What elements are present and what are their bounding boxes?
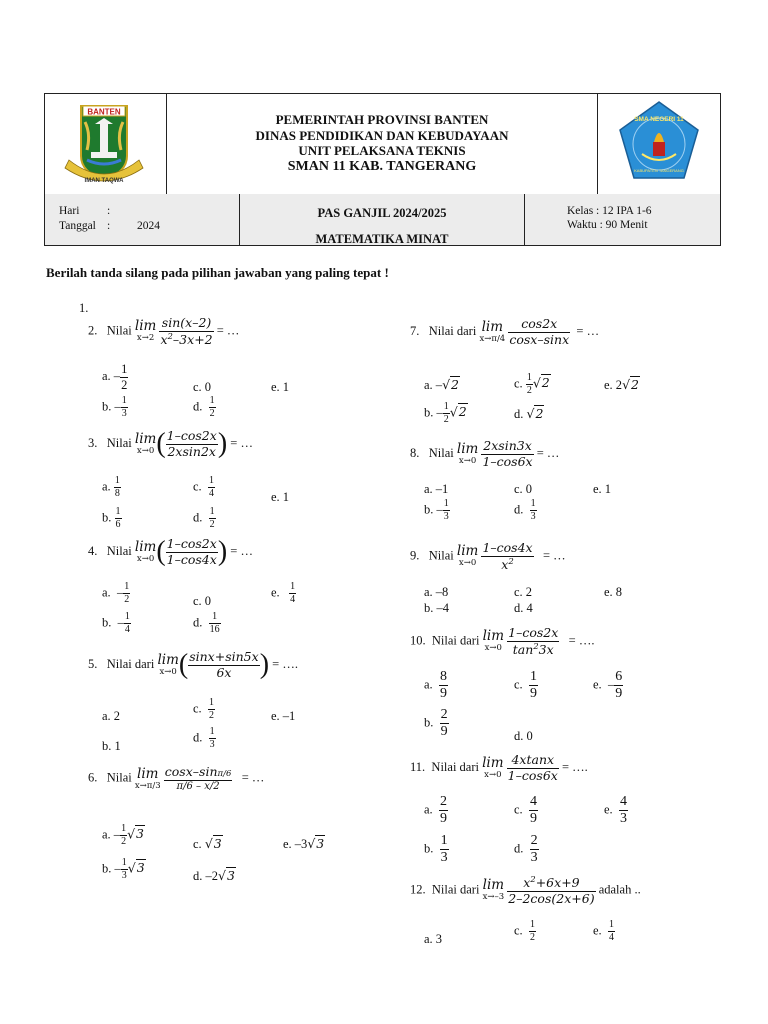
school-logo-cell (597, 94, 720, 194)
q4-option-d: d. $\frac{1}{16}$ (193, 611, 220, 635)
kelas-text: Kelas : 12 IPA 1-6 (567, 205, 652, 217)
exam-title: PAS GANJIL 2024/2025 (317, 206, 447, 220)
q3-prefix: Nilai (106, 435, 132, 450)
q11-option-e: e. $\frac{4}{3}$ (604, 794, 627, 826)
q2-number: 2. (88, 323, 98, 338)
q8-option-d: d. $\frac{1}{3}$ (514, 498, 536, 522)
q9-option-c: c. 2 (514, 585, 533, 599)
q11-prefix: Nilai dari (431, 759, 479, 774)
banten-province-logo (45, 94, 167, 194)
q10-option-b: b. $\frac{2}{9}$ (424, 707, 448, 739)
question-8 (410, 440, 559, 468)
q9-option-b: b. –4 (424, 601, 449, 615)
sman11-school-logo (598, 94, 721, 194)
q5-option-c: c. $\frac{1}{2}$ (193, 697, 214, 721)
header-row-top (45, 94, 720, 195)
q5-option-a: a. 2 (102, 709, 121, 723)
instruction-text: Berilah tanda silang pada pilihan jawaban yang paling tepat ! (46, 265, 389, 280)
header-table (44, 93, 721, 246)
q7-option-a: a. –√2 (424, 377, 459, 392)
q9-limit: lim x→0 (456, 543, 479, 569)
header-line-3: UNIT PELAKSANA TEKNIS (298, 143, 466, 158)
q11-option-a: a. $\frac{2}{9}$ (424, 794, 447, 826)
q10-prefix: Nilai dari (431, 633, 480, 648)
tanggal-label: Tanggal (59, 220, 96, 232)
header-line-2: DINAS PENDIDIKAN DAN KEBUDAYAAN (255, 127, 509, 143)
q2-option-a: a. – $\frac{1}{2}$ (102, 362, 128, 392)
q12-limit: lim x→–3 (482, 877, 505, 903)
q5-suffix: = …. (272, 656, 298, 671)
q9-prefix: Nilai (428, 548, 454, 563)
q4-option-a: a. – $\frac{1}{2}$ (102, 581, 130, 605)
q11-option-c: c. $\frac{4}{9}$ (514, 794, 537, 826)
q6-option-e: e. –3√3 (283, 836, 325, 851)
q7-limit: lim x→π/4 (479, 318, 506, 344)
q7-prefix: Nilai dari (428, 323, 477, 338)
q8-fraction: $\frac{2xsin3x}{1-\cos 6x}$ (482, 438, 533, 469)
q6-limit: lim x→π/3 (134, 765, 161, 791)
q12-option-c: c. $\frac{1}{2}$ (514, 919, 535, 943)
q9-option-e: e. 8 (604, 585, 623, 599)
q2-prefix: Nilai (106, 323, 132, 338)
q9-number: 9. (410, 548, 420, 563)
q3-limit: lim x→0 (134, 430, 157, 456)
q8-option-b: b. – $\frac{1}{3}$ (424, 498, 449, 522)
q6-prefix: Nilai (106, 770, 132, 785)
q12-option-e: e. $\frac{1}{4}$ (593, 919, 614, 943)
q6-number: 6. (88, 770, 98, 785)
q7-number: 7. (410, 323, 420, 338)
q2-option-b: b. – $\frac{1}{3}$ (102, 395, 127, 419)
question-1-number: 1. (79, 301, 89, 315)
q9-option-d: d. 4 (514, 601, 533, 615)
q3-option-a: a. $\frac{1}{8}$ (102, 475, 120, 499)
svg-text:IMAN TAQWA: IMAN TAQWA (84, 178, 124, 184)
banten-logo-cell (45, 94, 167, 194)
q10-option-a: a. $\frac{8}{9}$ (424, 669, 447, 701)
header-row-bottom (45, 194, 720, 245)
date-info (45, 194, 240, 245)
q12-option-a: a. 3 (424, 932, 443, 946)
q12-suffix: adalah .. (598, 882, 641, 897)
q11-option-d: d. $\frac{2}{3}$ (514, 833, 538, 865)
class-info (525, 194, 720, 245)
q6-option-a: a. – $\frac{1}{2}$ √3 (102, 823, 144, 847)
q9-suffix: = … (542, 548, 566, 563)
q2-option-e: e. 1 (271, 380, 290, 394)
header-line-4: SMAN 11 KAB. TANGERANG (287, 158, 477, 174)
q7-fraction: $\frac{\cos 2x}{\cos x-\sin x}$ (509, 316, 570, 347)
question-9 (410, 542, 566, 571)
q10-option-d: d. 0 (514, 729, 533, 743)
q3-number: 3. (88, 435, 98, 450)
q11-number: 11. (410, 759, 426, 774)
q2-option-d: d. $\frac{1}{2}$ (193, 395, 215, 419)
q7-suffix: = … (576, 323, 600, 338)
q2-fraction: $\frac{\sin(x-2)}{x^2-3x+2}$ (160, 315, 213, 347)
q4-option-e: e. $\frac{1}{4}$ (271, 581, 296, 605)
q8-number: 8. (410, 445, 420, 460)
q3-option-c: c. $\frac{1}{4}$ (193, 475, 214, 499)
q12-number: 12. (410, 882, 426, 897)
question-11 (410, 754, 588, 782)
tanggal-value: 2024 (137, 220, 160, 232)
q4-suffix: = … (230, 543, 253, 558)
q3-option-d: d. $\frac{1}{2}$ (193, 506, 215, 530)
question-7 (410, 318, 599, 346)
q6-fraction: $\frac{\cos x-\sin\pi/6}{\pi/6 - x/2}$ (164, 764, 232, 792)
q11-fraction: $\frac{4xtanx}{1-\cos 6x}$ (507, 752, 558, 783)
q5-option-b: b. 1 (102, 739, 121, 753)
q6-option-d: d. –2√3 (193, 868, 235, 883)
q6-option-c: c. √3 (193, 836, 222, 851)
q9-fraction: $\frac{1-\cos 4x}{x^2}$ (482, 540, 533, 572)
q8-option-e: e. 1 (593, 482, 612, 496)
q5-fraction: $\frac{\sin x+\sin 5x}{6x}$ (189, 649, 259, 680)
question-5: 5. Nilai dari lim x→0 ( $\frac{\sin x+\sin 5x}{6x}$ ) = …. (88, 649, 298, 680)
q8-prefix: Nilai (428, 445, 454, 460)
q4-option-c: c. 0 (193, 594, 212, 608)
q10-suffix: = …. (568, 633, 595, 648)
q12-prefix: Nilai dari (431, 882, 480, 897)
q3-option-e: e. 1 (271, 490, 290, 504)
q4-option-b: b. – $\frac{1}{4}$ (102, 611, 130, 635)
q4-fraction: $\frac{1-\cos 2x}{1-\cos 4x}$ (166, 536, 217, 567)
q4-limit: lim x→0 (134, 538, 157, 564)
q5-option-e: e. –1 (271, 709, 296, 723)
q7-option-e: e. 2√2 (604, 377, 639, 392)
q4-prefix: Nilai (106, 543, 132, 558)
q5-prefix: Nilai dari (106, 656, 155, 671)
q5-limit: lim x→0 (157, 651, 179, 677)
q5-number: 5. (88, 656, 98, 671)
q7-option-b: b. – $\frac{1}{2}$ √2 (424, 401, 467, 425)
q5-option-d: d. $\frac{1}{3}$ (193, 726, 215, 750)
q3-fraction: $\frac{1-\cos 2x}{2xsin2x}$ (166, 428, 217, 459)
q9-option-a: a. –8 (424, 585, 449, 599)
q4-number: 4. (88, 543, 98, 558)
q10-limit: lim x→0 (482, 628, 504, 654)
question-4: 4. Nilai lim x→0 ( $\frac{1-\cos 2x}{1-\cos 4x}$ ) = … (88, 536, 253, 567)
q11-suffix: = …. (561, 759, 588, 774)
waktu-text: Waktu : 90 Menit (567, 219, 648, 231)
q11-limit: lim x→0 (482, 754, 504, 780)
q10-number: 10. (410, 633, 426, 648)
question-6 (88, 766, 264, 792)
question-3: 3. Nilai lim x→0 ( $\frac{1-\cos 2x}{2xsin2x}$ ) = … (88, 428, 253, 459)
q8-option-c: c. 0 (514, 482, 533, 496)
question-10 (410, 627, 594, 656)
hari-sep: : (107, 205, 111, 217)
q10-option-e: e. – $\frac{6}{9}$ (593, 669, 623, 701)
q8-option-a: a. –1 (424, 482, 449, 496)
svg-text:KABUPATEN TANGERANG: KABUPATEN TANGERANG (634, 168, 684, 173)
q6-suffix: = … (241, 770, 265, 785)
question-12 (410, 876, 641, 905)
q8-limit: lim x→0 (456, 440, 479, 466)
q2-suffix: = … (216, 323, 240, 338)
exam-info (240, 194, 525, 245)
q10-option-c: c. $\frac{1}{9}$ (514, 669, 537, 701)
header-title-block (167, 94, 597, 194)
q3-option-b: b. $\frac{1}{6}$ (102, 506, 121, 530)
q2-limit: lim x→2 (134, 318, 157, 344)
q12-fraction: $\frac{x^2+6x+9}{2-2\cos(2x+6)}$ (508, 875, 595, 906)
svg-text:SMA NEGERI 11: SMA NEGERI 11 (634, 116, 684, 123)
q6-option-b: b. – $\frac{1}{3}$ √3 (102, 857, 145, 881)
q7-option-c: c. $\frac{1}{2}$ √2 (514, 372, 550, 396)
question-2 (88, 317, 239, 346)
svg-text:BANTEN: BANTEN (87, 107, 121, 117)
subject-title: MATEMATIKA MINAT (315, 232, 449, 246)
q2-option-c: c. 0 (193, 380, 212, 394)
q10-fraction: $\frac{1-\cos 2x}{\tan^23x}$ (508, 625, 559, 657)
header-line-1: PEMERINTAH PROVINSI BANTEN (275, 112, 489, 127)
q8-suffix: = … (536, 445, 560, 460)
hari-label: Hari (59, 205, 80, 217)
tanggal-sep: : (107, 220, 111, 232)
q3-suffix: = … (230, 435, 253, 450)
q11-option-b: b. $\frac{1}{3}$ (424, 833, 448, 865)
q7-option-d: d. √2 (514, 406, 544, 421)
